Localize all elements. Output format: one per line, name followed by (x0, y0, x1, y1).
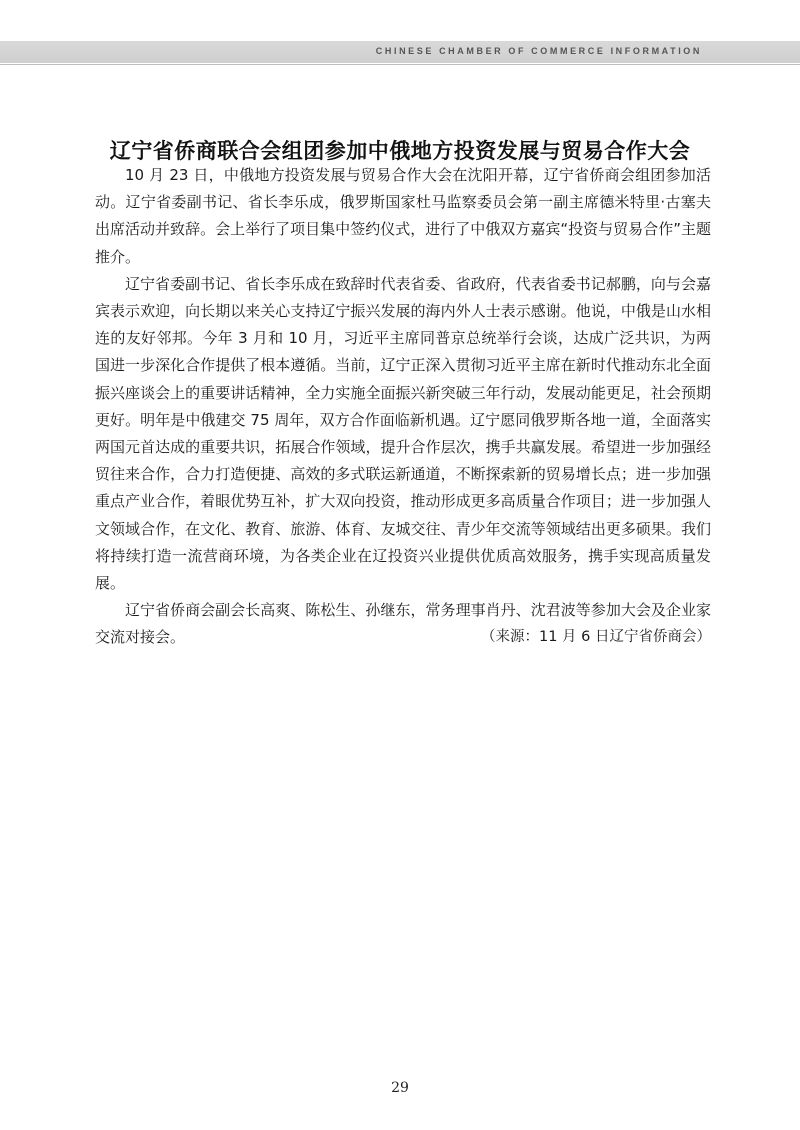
article-title: 辽宁省侨商联合会组团参加中俄地方投资发展与贸易合作大会 (109, 139, 691, 164)
header-banner-text: CHINESE CHAMBER OF COMMERCE INFORMATION (375, 46, 702, 56)
article-paragraph-3 (95, 597, 711, 651)
article-paragraph-2: 辽宁省委副书记、省长李乐成在致辞时代表省委、省政府，代表省委书记郝鹏，向与会嘉宾表示欢迎，向长期以来关心支持辽宁振兴发展的海内外人士表示感谢。他说，中俄是山水相连的友好邻邦。今年 3 月和 10 月，习近平主席同普京总统举行会谈，达成广泛共识，为两国进一步深化合作提供了根本遵循。当前，辽宁正深入贯彻习近平主席在新时代推动东北全面振兴座谈会上的重要讲话精神，全力实施全面振兴新突破三年行动，发展动能更足，社会预期更好。明年是中俄建交 75 周年，双方合作面临新机遇。辽宁愿同俄罗斯各地一道，全面落实两国元首达成的重要共识，拓展合作领域，提升合作层次，携手共赢发展。希望进一步加强经贸往来合作，合力打造便捷、高效的多式联运新通道，不断探索新的贸易增长点；进一步加强重点产业合作，着眼优势互补，扩大双向投资，推动形成更多高质量合作项目；进一步加强人文领域合作，在文化、教育、旅游、体育、友城交往、青少年交流等领域结出更多硕果。我们将持续打造一流营商环境，为各类企业在辽投资兴业提供优质高效服务，携手实现高质量发展。 (95, 274, 711, 593)
article-paragraph-1: 10 月 23 日，中俄地方投资发展与贸易合作大会在沈阳开幕，辽宁省侨商会组团参加活动。辽宁省委副书记、省长李乐成，俄罗斯国家杜马监察委员会第一副主席德米特里·古塞夫出席活动并致辞。会上举行了项目集中签约仪式，进行了中俄双方嘉宾“投资与贸易合作”主题推介。 (95, 166, 711, 266)
article-body (95, 162, 711, 652)
article-source: （来源：11 月 6 日辽宁省侨商会） (480, 629, 711, 646)
article-paragraph-3-text: 辽宁省侨商会副会长高爽、陈松生、孙继东，常务理事肖丹、沈君波等参加大会及企业家交流对接会。 (95, 601, 711, 647)
page-number: 29 (391, 1080, 409, 1096)
header-banner (0, 41, 800, 63)
